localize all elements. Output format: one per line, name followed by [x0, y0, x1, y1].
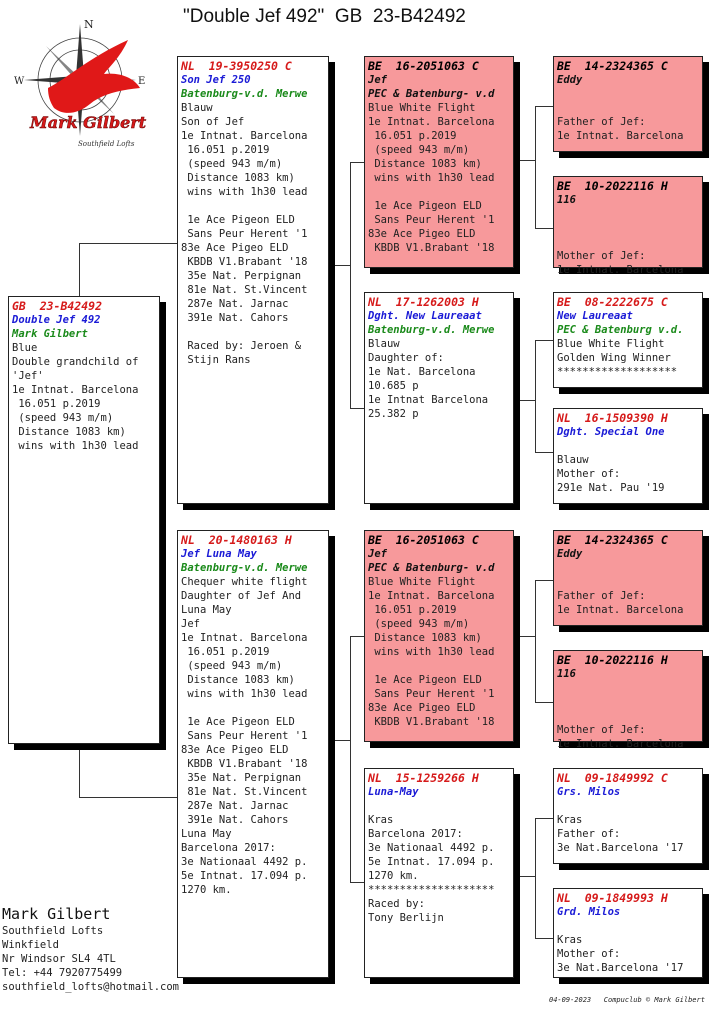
connector — [79, 243, 177, 244]
connector — [535, 818, 536, 938]
pigeon-name: Jef — [368, 548, 387, 560]
info-line: 81e Nat. St.Vincent — [181, 284, 308, 296]
connector — [350, 636, 351, 882]
info-line: 3e Nationaal 4492 p. — [368, 842, 495, 854]
info-line: Sans Peur Herent '1 — [181, 730, 308, 742]
svg-text:E: E — [138, 76, 146, 87]
pigeon-name: Dght. Special One — [557, 426, 665, 438]
info-line: 'Jef' — [12, 370, 44, 382]
pigeon-name: Luna-May — [368, 786, 419, 798]
info-line: 1e Intnat. Barcelona — [181, 130, 308, 142]
owner-line: Tel: +44 7920775499 — [2, 967, 123, 979]
info-line: 3e Nat.Barcelona '17 — [557, 962, 684, 974]
info-line — [557, 575, 699, 589]
info-line: Blauw — [557, 454, 589, 466]
info-line — [557, 439, 699, 453]
info-line — [181, 325, 325, 339]
info-line: Mother of: — [557, 948, 621, 960]
pigeon-name: PEC & Batenburg- v.d — [368, 562, 495, 574]
ring-number: NL 19-3950250 C — [181, 59, 292, 73]
pigeon-card-dam-dam[interactable] — [364, 768, 514, 978]
info-line: 5e Intnat. 17.094 p. — [181, 870, 308, 882]
info-line: Tony Berlijn — [368, 912, 444, 924]
connector — [516, 876, 535, 877]
connector — [535, 340, 536, 452]
info-line: 16.051 p.2019 — [181, 144, 270, 156]
info-line: Distance 1083 km) — [368, 632, 482, 644]
connector — [350, 162, 351, 408]
connector — [516, 160, 535, 161]
connector — [350, 408, 364, 409]
breeder-name: Batenburg-v.d. Merwe — [368, 324, 495, 336]
connector — [535, 818, 553, 819]
info-line: 1e Ace Pigeon ELD — [181, 214, 295, 226]
ring-number: NL 09-1849992 C — [557, 771, 668, 785]
svg-text:Mark Gilbert: Mark Gilbert — [30, 113, 147, 132]
ring-number: NL 15-1259266 H — [368, 771, 479, 785]
connector — [350, 636, 364, 637]
info-line — [557, 561, 699, 575]
pigeon-name: Grs. Milos — [557, 786, 621, 798]
info-line — [557, 207, 699, 221]
connector — [535, 106, 536, 228]
connector — [535, 580, 536, 702]
info-line: 5e Intnat. 17.094 p. — [368, 856, 495, 868]
pigeon-card-sire[interactable] — [177, 56, 329, 504]
pigeon-card-sire-dam[interactable] — [364, 292, 514, 504]
ring-number: BE 14-2324365 C — [557, 59, 668, 73]
info-line: wins with 1h30 lead — [12, 440, 139, 452]
info-line: Daughter of: — [368, 352, 444, 364]
info-line: 3e Nationaal 4492 p. — [181, 856, 308, 868]
owner-info — [2, 904, 179, 994]
pigeon-name: Son Jef 250 — [181, 74, 251, 86]
info-line: 1e Ace Pigeon ELD — [368, 674, 482, 686]
svg-text:N: N — [84, 18, 94, 31]
info-line: Luna May — [181, 604, 232, 616]
info-line: 291e Nat. Pau '19 — [557, 482, 665, 494]
info-line — [557, 919, 699, 933]
info-line: Distance 1083 km) — [181, 172, 295, 184]
info-line: (speed 943 m/m) — [181, 660, 283, 672]
info-line: 1e Ace Pigeon ELD — [368, 200, 482, 212]
info-line: Mother of Jef: — [557, 250, 646, 262]
info-line: 1e Intnat. Barcelona — [557, 130, 684, 142]
info-line: 1e Nat. Barcelona — [368, 366, 476, 378]
info-line: Distance 1083 km) — [12, 426, 126, 438]
connector — [330, 265, 350, 266]
info-line: Raced by: Jeroen & — [181, 340, 302, 352]
info-line: Blue White Flight — [368, 102, 476, 114]
info-line: KBDB V1.Brabant '18 — [368, 716, 495, 728]
connector — [79, 745, 80, 797]
ring-number: GB 23-B42492 — [12, 299, 103, 313]
info-line: 1270 km. — [181, 884, 232, 896]
info-line: 1e Intnat. Barcelona — [368, 116, 495, 128]
connector — [535, 580, 553, 581]
info-line: Luna May — [181, 828, 232, 840]
info-line — [368, 799, 510, 813]
info-line: 35e Nat. Perpignan — [181, 270, 302, 282]
info-line: Son of Jef — [181, 116, 245, 128]
breeder-name: PEC & Batenburg v.d. — [557, 324, 684, 336]
info-line: 287e Nat. Jarnac — [181, 800, 289, 812]
info-line: Stijn Rans — [181, 354, 251, 366]
owner-email[interactable]: southfield_lofts@hotmail.com — [2, 981, 180, 993]
info-line: 81e Nat. St.Vincent — [181, 786, 308, 798]
info-line: Distance 1083 km) — [181, 674, 295, 686]
pigeon-name: 116 — [557, 668, 576, 680]
info-line: Mother of: — [557, 468, 621, 480]
pigeon-name: Eddy — [557, 548, 583, 560]
info-line: Blauw — [368, 338, 400, 350]
connector — [79, 797, 177, 798]
info-line: Chequer white flight — [181, 576, 308, 588]
info-line: Sans Peur Herent '1 — [181, 228, 308, 240]
info-line: 16.051 p.2019 — [368, 604, 457, 616]
pigeon-name: PEC & Batenburg- v.d — [368, 88, 495, 100]
info-line: (speed 943 m/m) — [368, 618, 470, 630]
owner-name: Mark Gilbert — [2, 905, 111, 923]
info-line: Raced by: — [368, 898, 425, 910]
pigeon-name: 116 — [557, 194, 576, 206]
info-line: wins with 1h30 lead — [181, 688, 308, 700]
info-line: ******************* — [557, 366, 678, 378]
info-line: 35e Nat. Perpignan — [181, 772, 302, 784]
connector — [350, 882, 364, 883]
info-line: Mother of Jef: — [557, 724, 646, 736]
info-line: (speed 943 m/m) — [181, 158, 283, 170]
info-line: KBDB V1.Brabant '18 — [181, 256, 308, 268]
pigeon-card-subject[interactable] — [8, 296, 160, 744]
breeder-name: Mark Gilbert — [12, 328, 88, 340]
info-line: Barcelona 2017: — [368, 828, 463, 840]
info-line: 1e Intnat Barcelona — [368, 394, 489, 406]
info-line: Daughter of Jef And — [181, 590, 302, 602]
connector — [535, 106, 553, 107]
info-line: Double grandchild of — [12, 356, 139, 368]
ring-number: BE 16-2051063 C — [368, 533, 479, 547]
pigeon-card-dam[interactable] — [177, 530, 329, 978]
connector — [330, 740, 350, 741]
info-line: 1e Intnat. Barcelona — [181, 632, 308, 644]
info-line: 16.051 p.2019 — [181, 646, 270, 658]
info-line — [181, 199, 325, 213]
info-line: Father of Jef: — [557, 116, 646, 128]
info-line: (speed 943 m/m) — [368, 144, 470, 156]
pigeon-card-ss-dam[interactable] — [553, 176, 703, 276]
pigeon-name: Jef — [368, 74, 387, 86]
info-line: Father of: — [557, 828, 621, 840]
info-line — [557, 681, 699, 695]
info-line — [557, 101, 699, 115]
ring-number: NL 20-1480163 H — [181, 533, 292, 547]
info-line: 83e Ace Pigeo ELD — [181, 242, 289, 254]
info-line: ******************** — [368, 884, 495, 896]
info-line: KBDB V1.Brabant '18 — [181, 758, 308, 770]
info-line: wins with 1h30 lead — [181, 186, 308, 198]
ring-number: NL 17-1262003 H — [368, 295, 479, 309]
info-line — [368, 185, 510, 199]
ring-number: BE 08-2222675 C — [557, 295, 668, 309]
info-line: wins with 1h30 lead — [368, 646, 495, 658]
connector — [79, 243, 80, 297]
info-line: Sans Peur Herent '1 — [368, 688, 495, 700]
info-line: 1e Intnat. Barcelona — [12, 384, 139, 396]
mark-gilbert-logo — [8, 18, 168, 158]
info-line — [368, 659, 510, 673]
pigeon-card-sd-sire[interactable] — [553, 292, 703, 388]
pigeon-card-ds-sire[interactable] — [553, 530, 703, 626]
info-line: 1e Ace Pigeon ELD — [181, 716, 295, 728]
info-line: Blauw — [181, 102, 213, 114]
footer-credit: 04-09-2023 Compuclub © Mark Gilbert — [549, 996, 705, 1004]
pigeon-card-sd-dam[interactable] — [553, 408, 703, 504]
info-line: Barcelona 2017: — [181, 842, 276, 854]
pigeon-name: Double Jef 492 — [12, 314, 101, 326]
connector — [516, 400, 535, 401]
connector — [516, 636, 535, 637]
info-line: Blue White Flight — [557, 338, 665, 350]
connector — [535, 702, 553, 703]
pedigree-title: "Double Jef 492" GB 23-B42492 — [183, 6, 466, 27]
info-line — [557, 221, 699, 235]
connector — [535, 228, 553, 229]
owner-line: Nr Windsor SL4 4TL — [2, 953, 116, 965]
info-line: Jef — [181, 618, 200, 630]
info-line: 1e Intnat. Barcelona — [557, 604, 684, 616]
ring-number: BE 10-2022116 H — [557, 179, 668, 193]
info-line: 83e Ace Pigeo ELD — [181, 744, 289, 756]
info-line: Kras — [557, 934, 583, 946]
pigeon-card-sire-sire[interactable] — [364, 56, 514, 268]
pigeon-card-ss-sire[interactable] — [553, 56, 703, 152]
info-line: Golden Wing Winner — [557, 352, 671, 364]
connector — [535, 938, 553, 939]
info-line: Blue — [12, 342, 38, 354]
pigeon-name: Grd. Milos — [557, 906, 621, 918]
info-line: 1e Intnat. Barcelona — [557, 738, 684, 750]
connector — [535, 452, 553, 453]
info-line: Distance 1083 km) — [368, 158, 482, 170]
ring-number: BE 14-2324365 C — [557, 533, 668, 547]
owner-line: Southfield Lofts — [2, 925, 104, 937]
owner-line: Winkfield — [2, 939, 59, 951]
info-line — [557, 235, 699, 249]
info-line: 10.685 p — [368, 380, 419, 392]
info-line — [557, 87, 699, 101]
pigeon-name: Eddy — [557, 74, 583, 86]
info-line: Father of Jef: — [557, 590, 646, 602]
connector — [350, 162, 364, 163]
ring-number: BE 16-2051063 C — [368, 59, 479, 73]
pigeon-name: Jef Luna May — [181, 548, 257, 560]
breeder-name: Batenburg-v.d. Merwe — [181, 88, 308, 100]
info-line: 1270 km. — [368, 870, 419, 882]
info-line: 3e Nat.Barcelona '17 — [557, 842, 684, 854]
info-line: wins with 1h30 lead — [368, 172, 495, 184]
info-line: 391e Nat. Cahors — [181, 312, 289, 324]
info-line: Blue White Flight — [368, 576, 476, 588]
ring-number: NL 16-1509390 H — [557, 411, 668, 425]
info-line: (speed 943 m/m) — [12, 412, 114, 424]
svg-text:W: W — [14, 76, 25, 87]
pigeon-card-dam-sire[interactable] — [364, 530, 514, 742]
ring-number: BE 10-2022116 H — [557, 653, 668, 667]
info-line: 83e Ace Pigeo ELD — [368, 228, 476, 240]
info-line: KBDB V1.Brabant '18 — [368, 242, 495, 254]
breeder-name: Batenburg-v.d. Merwe — [181, 562, 308, 574]
pigeon-name: New Laureaat — [557, 310, 633, 322]
info-line: 83e Ace Pigeo ELD — [368, 702, 476, 714]
info-line: 25.382 p — [368, 408, 419, 420]
pigeon-card-dd-dam[interactable] — [553, 888, 703, 978]
info-line: Kras — [368, 814, 394, 826]
info-line: 1e Intnat. Barcelona — [368, 590, 495, 602]
connector — [535, 340, 553, 341]
info-line — [557, 709, 699, 723]
pigeon-card-ds-dam[interactable] — [553, 650, 703, 750]
info-line — [557, 799, 699, 813]
ring-number: NL 09-1849993 H — [557, 891, 668, 905]
info-line: 287e Nat. Jarnac — [181, 298, 289, 310]
info-line: 391e Nat. Cahors — [181, 814, 289, 826]
info-line: 16.051 p.2019 — [368, 130, 457, 142]
pigeon-card-dd-sire[interactable] — [553, 768, 703, 864]
info-line — [181, 701, 325, 715]
info-line: Sans Peur Herent '1 — [368, 214, 495, 226]
info-line: 1e Intnat. Barcelona — [557, 264, 684, 276]
pigeon-name: Dght. New Laureaat — [368, 310, 482, 322]
info-line — [557, 695, 699, 709]
svg-text:Southfield Lofts: Southfield Lofts — [78, 140, 135, 148]
info-line: Kras — [557, 814, 583, 826]
info-line: 16.051 p.2019 — [12, 398, 101, 410]
